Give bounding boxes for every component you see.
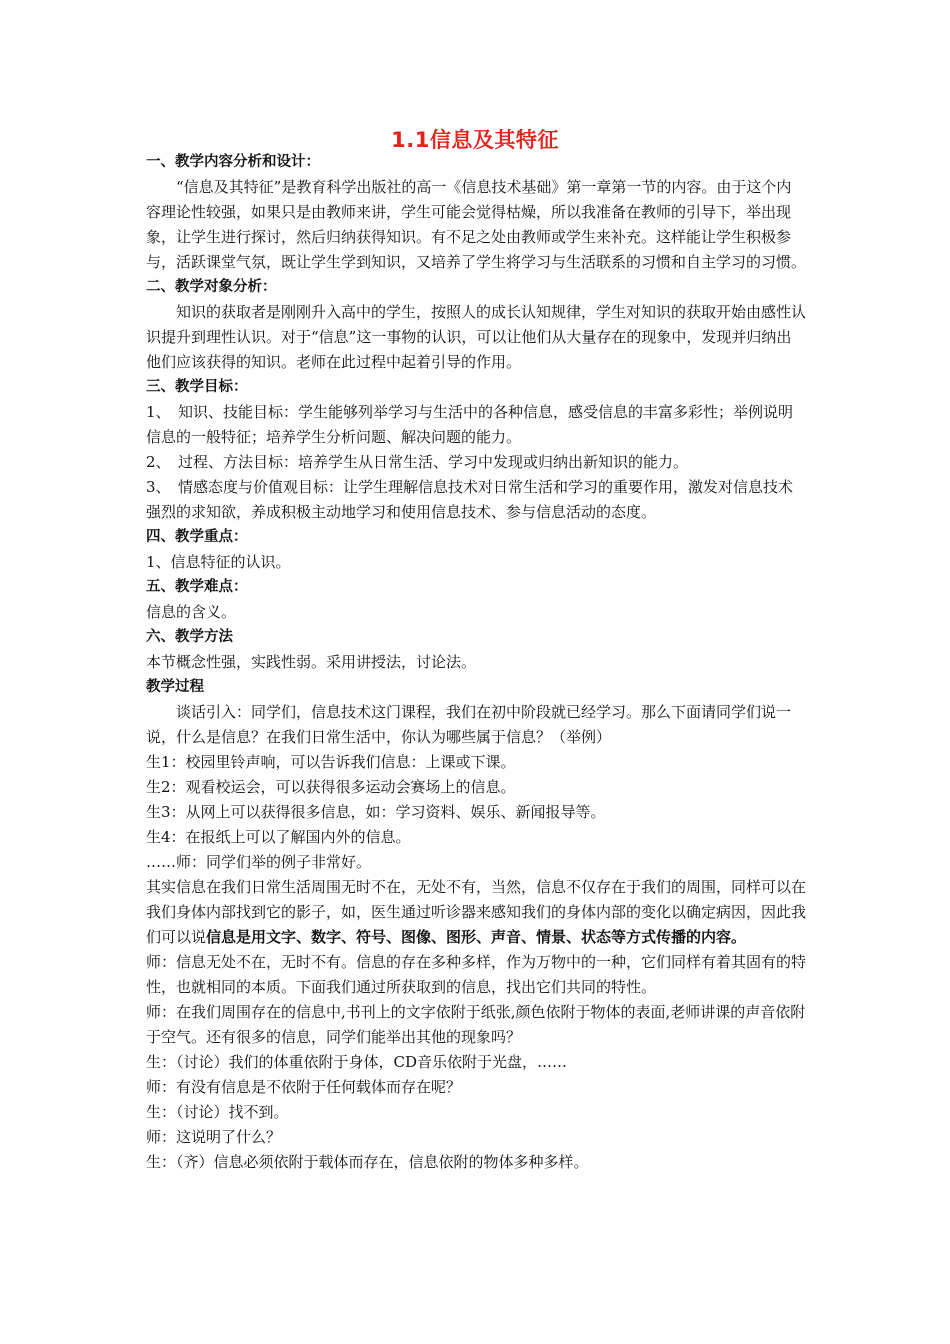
paragraph: 信息的含义。 <box>146 603 237 621</box>
paragraph <box>146 875 806 950</box>
section-heading: 教学过程 <box>146 679 204 695</box>
section-heading: 六、教学方法 <box>146 629 233 645</box>
dialogue-line: ……师：同学们举的例子非常好。 <box>146 853 372 871</box>
dialogue-line: 师：信息无处不在，无时不有。信息的存在多种多样，作为万物中的一种，它们同样有着其固有的特性，也就相同的本质。下面我们通过所获取到的信息，找出它们共同的特性。 <box>146 953 807 996</box>
dialogue-line: 生：（讨论）找不到。 <box>146 1103 289 1121</box>
list-item: 3、 情感态度与价值观目标：让学生理解信息技术对日常生活和学习的重要作用，激发对信息技术强烈的求知欲，养成积极主动地学习和使用信息技术、参与信息活动的态度。 <box>146 478 794 521</box>
section-heading: 三、教学目标： <box>146 379 248 395</box>
paragraph: 1、信息特征的认识。 <box>146 553 291 571</box>
dialogue-line: 师：有没有信息是不依附于任何载体而存在呢？ <box>146 1078 462 1096</box>
dialogue-line: 生：（讨论）我们的体重依附于身体，CD音乐依附于光盘，…… <box>146 1053 568 1071</box>
paragraph-text: 其实信息在我们日常生活周围无时不在，无处不有，当然，信息不仅存在于我们的周围，同样可以在我们身体内部找到它的影子，如，医生通过听诊器来感知我们的身体内部的变化以确定病因，因此我们可以说 <box>146 878 807 946</box>
section-heading: 二、教学对象分析： <box>146 279 277 295</box>
dialogue-line: 生4：在报纸上可以了解国内外的信息。 <box>146 828 411 846</box>
dialogue-line: 生3：从网上可以获得很多信息，如：学习资料、娱乐、新闻报导等。 <box>146 803 606 821</box>
dialogue-line: 生1：校园里铃声响，可以告诉我们信息：上课或下课。 <box>146 753 516 771</box>
list-item: 2、 过程、方法目标：培养学生从日常生活、学习中发现或归纳出新知识的能力。 <box>146 453 689 471</box>
dialogue-line: 师：这说明了什么？ <box>146 1128 282 1146</box>
key-definition: 信息是用文字、数字、符号、图像、图形、声音、情景、状态等方式传播的内容。 <box>206 928 747 946</box>
section-heading: 四、教学重点： <box>146 529 248 545</box>
paragraph: “信息及其特征”是教育科学出版社的高一《信息技术基础》第一章第一节的内容。由于这个内容理论性较强，如果只是由教师来讲，学生可能会觉得枯燥，所以我准备在教师的引导下，举出现象，让学生进行探讨，然后归纳获得知识。有不足之处由教师或学生来补充。这样能让学生积极参与，活跃课堂气氛，既让学生学到知识，又培养了学生将学习与生活联系的习惯和自主学习的习惯。 <box>146 178 807 271</box>
dialogue-line: 师：在我们周围存在的信息中,书刊上的文字依附于纸张,颜色依附于物体的表面,老师讲课的声音依附于空气。还有很多的信息，同学们能举出其他的现象吗？ <box>146 1003 806 1046</box>
dialogue-line: 生2：观看校运会，可以获得很多运动会赛场上的信息。 <box>146 778 516 796</box>
section-heading: 五、教学难点： <box>146 579 248 595</box>
paragraph: 谈话引入：同学们，信息技术这门课程，我们在初中阶段就已经学习。那么下面请同学们说一说，什么是信息？在我们日常生活中，你认为哪些属于信息？（举例） <box>146 703 792 746</box>
paragraph: 知识的获取者是刚刚升入高中的学生，按照人的成长认知规律，学生对知识的获取开始由感性认识提升到理性认识。对于“信息”这一事物的认识，可以让他们从大量存在的现象中，发现并归纳出他们应该获得的知识。老师在此过程中起着引导的作用。 <box>146 303 807 371</box>
page-title: 1.1信息及其特征 <box>391 128 559 152</box>
section-heading: 一、教学内容分析和设计： <box>146 154 320 170</box>
paragraph: 本节概念性强，实践性弱。采用讲授法，讨论法。 <box>146 653 477 671</box>
dialogue-line: 生：（齐）信息必须依附于载体而存在，信息依附的物体多种多样。 <box>146 1153 589 1171</box>
list-item: 1、 知识、技能目标：学生能够列举学习与生活中的各种信息，感受信息的丰富多彩性；举例说明信息的一般特征；培养学生分析问题、解决问题的能力。 <box>146 403 794 446</box>
document-body <box>146 150 806 1175</box>
